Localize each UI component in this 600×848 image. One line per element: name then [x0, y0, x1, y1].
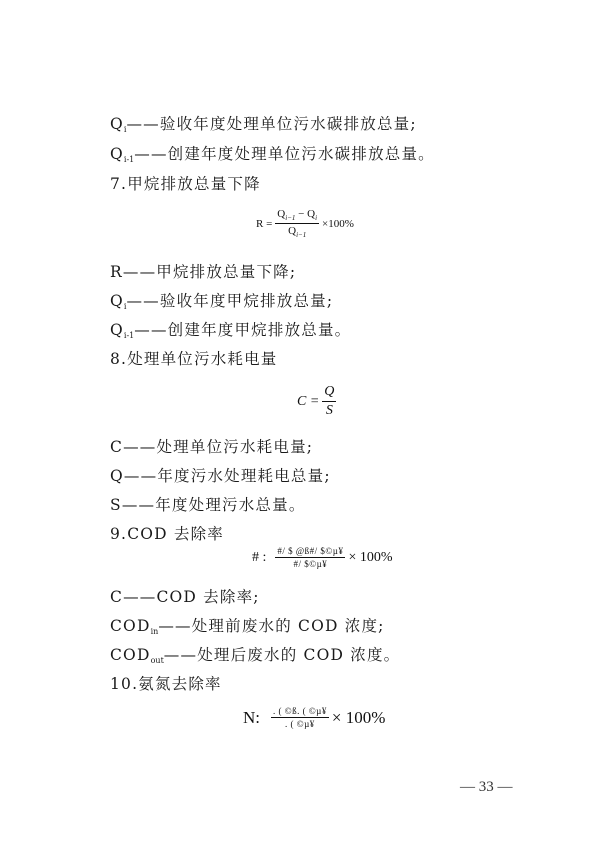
formula-ammonia-removal — [243, 706, 385, 729]
numerator: . ( ©ß. ( ©µ¥ — [273, 706, 327, 716]
fraction — [271, 706, 329, 729]
definition-qi-methane: $Q_i——$验收年度甲烷排放总量; — [110, 292, 334, 311]
denominator: #/ $©µ¥ — [293, 559, 328, 569]
denominator: S — [325, 403, 333, 418]
definition-cod-c: C——COD 去除率; — [110, 588, 260, 606]
definition-qi1-methane: $Q_{i-1}——$创建年度甲烷排放总量。 — [110, 321, 352, 340]
definition-qi1-carbon — [110, 144, 435, 170]
formula-power-consumption — [297, 384, 339, 419]
formula-cod-removal — [252, 546, 393, 569]
formula-methane-reduction — [256, 208, 354, 239]
fraction — [275, 208, 319, 239]
formula-multiplier: × 100% — [331, 707, 386, 727]
subscript: i — [123, 125, 127, 134]
formula-lhs: R = — [256, 217, 273, 230]
formula-lhs: C = — [297, 393, 320, 409]
definition-qi-carbon — [110, 114, 417, 140]
definition-cod-out: $COD_{out}——$处理后废水的 COD 浓度。 — [110, 646, 401, 665]
fraction — [275, 546, 345, 569]
formula-multiplier: ×100% — [322, 217, 354, 230]
section-heading-9: 9.COD 去除率 — [110, 525, 225, 543]
definition-cod-in: $COD_{in}——$处理前废水的 COD 浓度; — [110, 617, 385, 636]
subscript: i-1 — [123, 155, 135, 164]
symbol: Q — [110, 115, 124, 133]
definition-c: C——处理单位污水耗电量; — [110, 438, 314, 456]
definition-q: Q——年度污水处理耗电总量; — [110, 467, 331, 485]
definition-s: S——年度处理污水总量。 — [110, 496, 306, 514]
numerator: $Q_{i-1} - Q_i$ — [277, 208, 318, 223]
section-heading-10: 10.氨氮去除率 — [110, 675, 222, 693]
fraction — [322, 384, 336, 419]
section-heading-8: 8.处理单位污水耗电量 — [110, 350, 278, 368]
page-number: — 33 — — [460, 779, 513, 795]
symbol: Q — [110, 145, 124, 163]
numerator: #/ $ @ß#/ $©µ¥ — [277, 546, 344, 556]
definition-r: R——甲烷排放总量下降; — [110, 263, 297, 281]
denominator: . ( ©µ¥ — [285, 719, 315, 729]
section-heading-7: 7.甲烷排放总量下降 — [110, 175, 261, 193]
definition-text: ——创建年度处理单位污水碳排放总量。 — [134, 145, 435, 163]
formula-lhs: # : — [252, 549, 267, 565]
definition-text: ——验收年度处理单位污水碳排放总量; — [126, 115, 417, 133]
denominator: $Q_{i-1}$ — [288, 225, 307, 240]
formula-multiplier: × 100% — [348, 549, 393, 565]
formula-lhs: N: — [243, 707, 260, 727]
numerator: Q — [322, 384, 336, 402]
